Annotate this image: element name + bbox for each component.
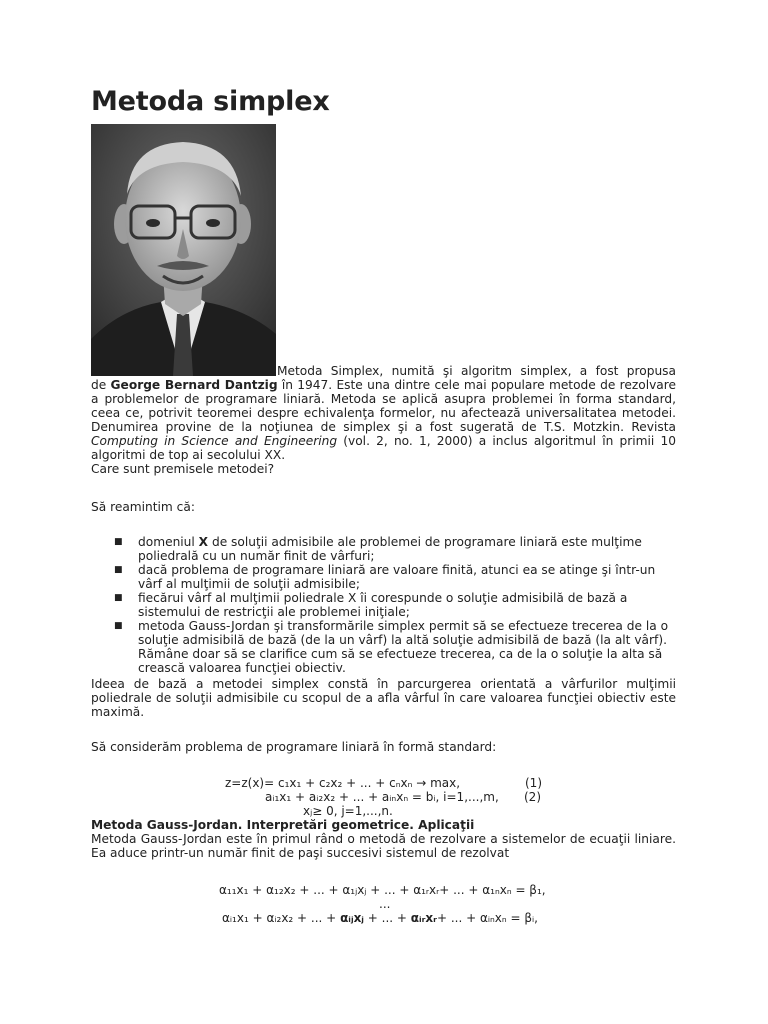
bullet-icon: ■ [114, 621, 123, 631]
list-item-text: metoda Gauss-Jordan şi transformările simplex permit să se efectueze trecerea de la o soluţie admisibilă de bază (de la un vârf) la altă soluţie admisibilă de bază (la alt vârf). Rămâne doar să se clarifice cum să se efectueze trecerea, ca de la o soluţie la alta să crească valoarea funcţiei obiectiv. [138, 619, 669, 675]
list-item [91, 591, 676, 619]
intro-lead: Metoda Simplex, numită şi algoritm simplex, a fost propusa [277, 364, 676, 378]
system-term: + ... + αᵢₙxₙ = βᵢ, [436, 911, 538, 925]
system-row-i [222, 911, 538, 925]
list-item-text: dacă problema de programare liniară are valoare finită, atunci ea se atinge şi într-un vârf al mulţimii de soluţii admisibile; [138, 563, 656, 591]
formula-nonnegativity: xⱼ≥ 0, j=1,...,n. [303, 804, 393, 818]
page-title: Metoda simplex [91, 86, 330, 117]
intro-text-c: (vol. 2, no. 1, 2000) a inclus algoritmul în primii 10 algoritmi de top ai secolului XX. [91, 434, 676, 462]
formula-number-1: (1) [525, 776, 542, 790]
bullet-icon: ■ [114, 537, 123, 547]
list-item-text: de soluţii admisibile ale problemei de programare liniară este mulţime poliedrală cu un număr finit de vârfuri; [138, 535, 642, 563]
reminder-line: Să reamintim că: [91, 500, 195, 514]
intro-paragraph [91, 364, 676, 476]
list-item [91, 563, 676, 591]
list-item [91, 535, 676, 563]
section-block [91, 818, 676, 860]
system-dots: ... [379, 897, 391, 911]
list-item [91, 619, 676, 675]
formula-number-2: (2) [524, 790, 541, 804]
system-term: + ... + [363, 911, 411, 925]
consider-line: Să considerăm problema de programare liniară în formă standard: [91, 740, 497, 754]
intro-text-b: în 1947. Este una dintre cele mai populare metode de rezolvare a problemelor de programare liniară. Metoda se aplică asupra problemei în forma standard, ceea ce, potrivit teoremei despre echivalenţa formelor, nu afectează universalitatea metodei. Denumirea provine de la noţiunea de simplex şi a fost sugerată de T.S. Motzkin. Revista [91, 378, 677, 434]
list-item-text: domeniul [138, 535, 199, 549]
formula-objective [225, 776, 460, 790]
bullet-icon: ■ [114, 593, 123, 603]
list-item-bold: X [198, 535, 209, 549]
intro-text-a: de [91, 378, 111, 392]
formula-constraints [265, 790, 499, 804]
list-item-text: fiecărui vârf al mulţimii poliedrale X îi corespunde o soluţie admisibilă de bază a sistemului de restricţii ale problemei iniţiale; [138, 591, 628, 619]
author-portrait [91, 124, 276, 376]
portrait-image [91, 124, 276, 376]
section-title: Metoda Gauss-Jordan. Interpretări geometrice. Aplicaţii [91, 818, 475, 832]
section-text: Metoda Gauss-Jordan este în primul rând o metodă de rezolvare a sistemelor de ecuaţii liniare. Ea aduce printr-un număr finit de paşi succesivi sistemul de rezolvat [91, 832, 676, 860]
premises-list [91, 535, 676, 675]
idea-paragraph: Ideea de bază a metodei simplex constă în parcurgerea orientată a vârfurilor mulţimii poliedrale de soluţii admisibile cu scopul de a afla vârful în care valoarea funcţiei obiectiv este maximă. [91, 677, 676, 719]
journal-name: Computing in Science and Engineering [91, 434, 338, 448]
premises-question: Care sunt premisele metodei? [91, 462, 275, 476]
system-row-1: α₁₁x₁ + α₁₂x₂ + ... + α₁ⱼxⱼ + ... + α₁ᵣxᵣ+ ... + α₁ₙxₙ = β₁, [219, 883, 546, 897]
author-name: George Bernard Dantzig [110, 378, 278, 392]
system-term: αᵢ₁x₁ + αᵢ₂x₂ + ... + [222, 911, 341, 925]
bullet-icon: ■ [114, 565, 123, 575]
formula-text: aᵢ₁x₁ + aᵢ₂x₂ + ... + aᵢₙxₙ = bᵢ, i=1,...,m, [265, 790, 499, 804]
system-pivot-term: αᵢᵣxᵣ [410, 911, 437, 925]
system-pivot-term: αᵢⱼxⱼ [340, 911, 364, 925]
formula-text: z=z(x)= c₁x₁ + c₂x₂ + ... + cₙxₙ → max, [225, 776, 461, 790]
